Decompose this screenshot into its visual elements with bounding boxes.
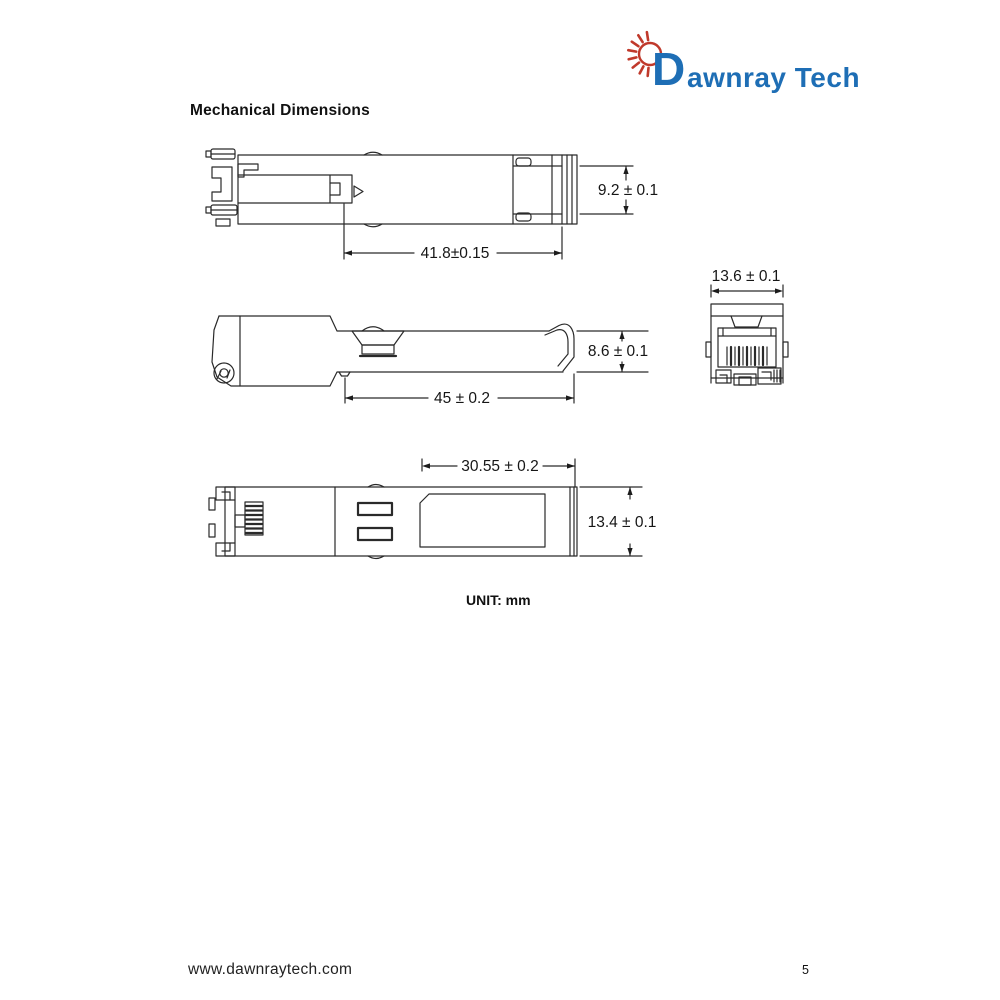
dim-label-13-4: 13.4 ± 0.1	[587, 514, 657, 531]
front-view-drawing	[690, 258, 802, 398]
top-view-drawing	[195, 140, 659, 270]
front-view-width-dimension	[711, 268, 783, 297]
top-view-handle-slot	[238, 175, 363, 203]
front-view-latch-feet	[711, 368, 783, 385]
side-view-outline	[212, 316, 563, 386]
front-view-contact-pins	[727, 347, 767, 365]
bottom-view-label-area	[420, 494, 545, 547]
bottom-view-drawing	[195, 443, 665, 570]
dim-label-9-2: 9.2 ± 0.1	[597, 182, 659, 199]
unit-note: UNIT: mm	[466, 592, 531, 608]
top-view-outline	[238, 152, 577, 227]
brand-logo	[624, 22, 861, 95]
side-view-handle	[352, 327, 404, 356]
top-view-latch-detail	[206, 149, 258, 226]
bottom-view-connector	[209, 487, 263, 556]
side-view-drawing	[195, 295, 665, 415]
side-view-hook	[545, 324, 574, 371]
footer-website-link[interactable]: www.dawnraytech.com	[188, 961, 353, 978]
section-heading: Mechanical Dimensions	[190, 102, 370, 119]
page-number: 5	[802, 963, 809, 977]
bottom-view-slots	[358, 503, 392, 540]
dim-label-41-8: 41.8±0.15	[420, 245, 490, 262]
brand-name: awnray Tech	[687, 62, 861, 93]
top-view-cage	[513, 155, 572, 224]
dim-label-30-55: 30.55 ± 0.2	[461, 458, 539, 475]
brand-initial: D	[652, 43, 686, 95]
bottom-view-width-dimension	[580, 487, 656, 556]
top-view-height-dimension	[580, 166, 658, 214]
bottom-view-length-dimension	[422, 458, 575, 487]
side-view-length-dimension	[345, 374, 574, 407]
side-view-height-dimension	[577, 331, 648, 372]
dim-label-13-6: 13.6 ± 0.1	[711, 268, 781, 285]
dim-label-45: 45 ± 0.2	[434, 390, 490, 407]
front-view-body	[706, 304, 788, 378]
dim-label-8-6: 8.6 ± 0.1	[587, 343, 649, 360]
